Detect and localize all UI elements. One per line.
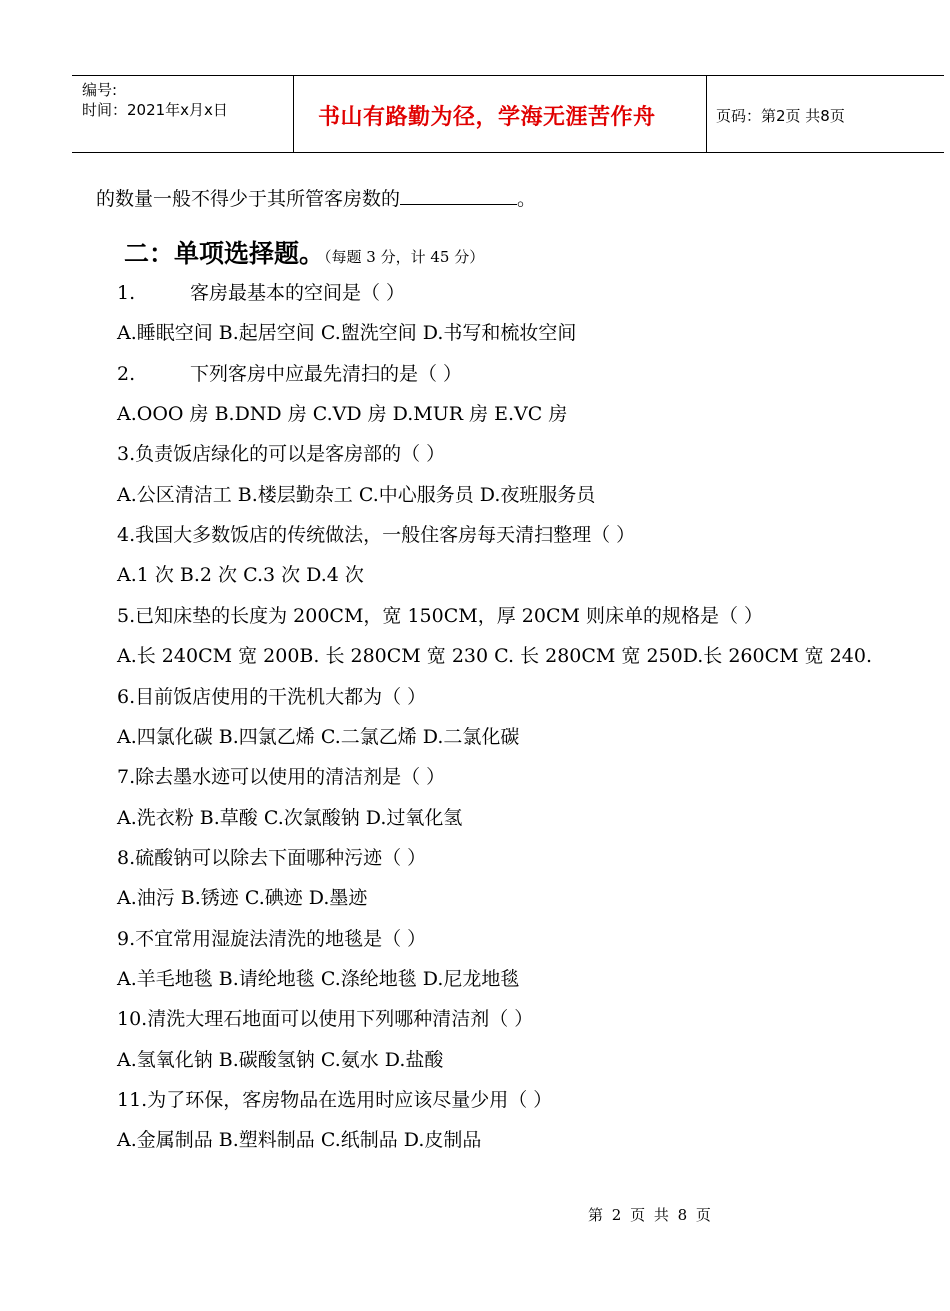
question-text: 10.清洗大理石地面可以使用下列哪种清洁剂（ ） [117, 1008, 534, 1030]
header-motto-cell [293, 76, 707, 152]
doc-time-label: 时间：2021年x月x日 [82, 101, 228, 119]
question-text: 7.除去墨水迹可以使用的清洁剂是（ ） [117, 766, 446, 788]
question-options: A.油污 B.锈迹 C.碘迹 D.墨迹 [117, 887, 368, 909]
question-text: 11.为了环保，客房物品在选用时应该尽量少用（ ） [117, 1089, 553, 1111]
question-options: A.四氯化碳 B.四氯乙烯 C.二氯乙烯 D.二氯化碳 [117, 726, 520, 748]
motto-text: 书山有路勤为径，学海无涯苦作舟 [318, 105, 656, 130]
question-text: 下列客房中应最先清扫的是（ ） [190, 363, 463, 385]
intro-text: 的数量一般不得少于其所管客房数的 [96, 188, 401, 210]
question-options: A.氢氧化钠 B.碳酸氢钠 C.氨水 D.盐酸 [117, 1049, 444, 1071]
question-stem [117, 1007, 533, 1031]
question-stem [117, 604, 763, 628]
question-number: 1. [117, 282, 136, 304]
intro-end: 。 [517, 188, 537, 210]
question-options: A.金属制品 B.塑料制品 C.纸制品 D.皮制品 [117, 1129, 482, 1151]
question-text: 5.已知床垫的长度为 200CM，宽 150CM，厚 20CM 则床单的规格是（ ） [117, 605, 764, 627]
question-number: 2. [117, 363, 136, 385]
question-stem [117, 362, 462, 386]
header-meta-cell [72, 76, 294, 152]
question-stem [117, 281, 405, 305]
page-footer: 第 2 页 共 8 页 [588, 1206, 713, 1224]
question-options: A.洗衣粉 B.草酸 C.次氯酸钠 D.过氧化氢 [117, 807, 463, 829]
question-stem [117, 523, 635, 547]
section-title: 二：单项选择题。 [124, 239, 325, 268]
section-heading [124, 238, 484, 273]
question-text: 9.不宜常用湿旋法清洗的地毯是（ ） [117, 928, 427, 950]
question-stem [117, 846, 426, 870]
question-options: A.羊毛地毯 B.请纶地毯 C.涤纶地毯 D.尼龙地毯 [117, 968, 520, 990]
question-text: 客房最基本的空间是（ ） [190, 282, 406, 304]
question-text: 3.负责饭店绿化的可以是客房部的（ ） [117, 443, 446, 465]
question-text: 8.硫酸钠可以除去下面哪种污迹（ ） [117, 847, 427, 869]
intro-line [96, 186, 536, 211]
question-options: A.OOO 房 B.DND 房 C.VD 房 D.MUR 房 E.VC 房 [117, 403, 568, 425]
question-options: A.睡眠空间 B.起居空间 C.盥洗空间 D.书写和梳妆空间 [117, 322, 577, 344]
page-header [72, 75, 944, 153]
question-text: 6.目前饭店使用的干洗机大都为（ ） [117, 686, 427, 708]
question-options: A.长 240CM 宽 200B. 长 280CM 宽 230 C. 长 280CM 宽 250D.长 260CM 宽 240. [117, 645, 872, 667]
question-stem [117, 927, 426, 951]
question-options: A.1 次 B.2 次 C.3 次 D.4 次 [117, 564, 364, 586]
page-code: 页码：第2页 共8页 [716, 107, 845, 125]
question-stem [117, 765, 445, 789]
doc-number-label: 编号: [82, 81, 118, 99]
header-page-cell [706, 76, 944, 152]
question-text: 4.我国大多数饭店的传统做法，一般住客房每天清扫整理（ ） [117, 524, 636, 546]
question-options: A.公区清洁工 B.楼层勤杂工 C.中心服务员 D.夜班服务员 [117, 484, 596, 506]
fill-blank [400, 186, 517, 205]
question-stem [117, 1088, 552, 1112]
section-note: （每题 3 分，计 45 分） [324, 248, 485, 266]
question-stem [117, 442, 445, 466]
question-stem [117, 685, 426, 709]
